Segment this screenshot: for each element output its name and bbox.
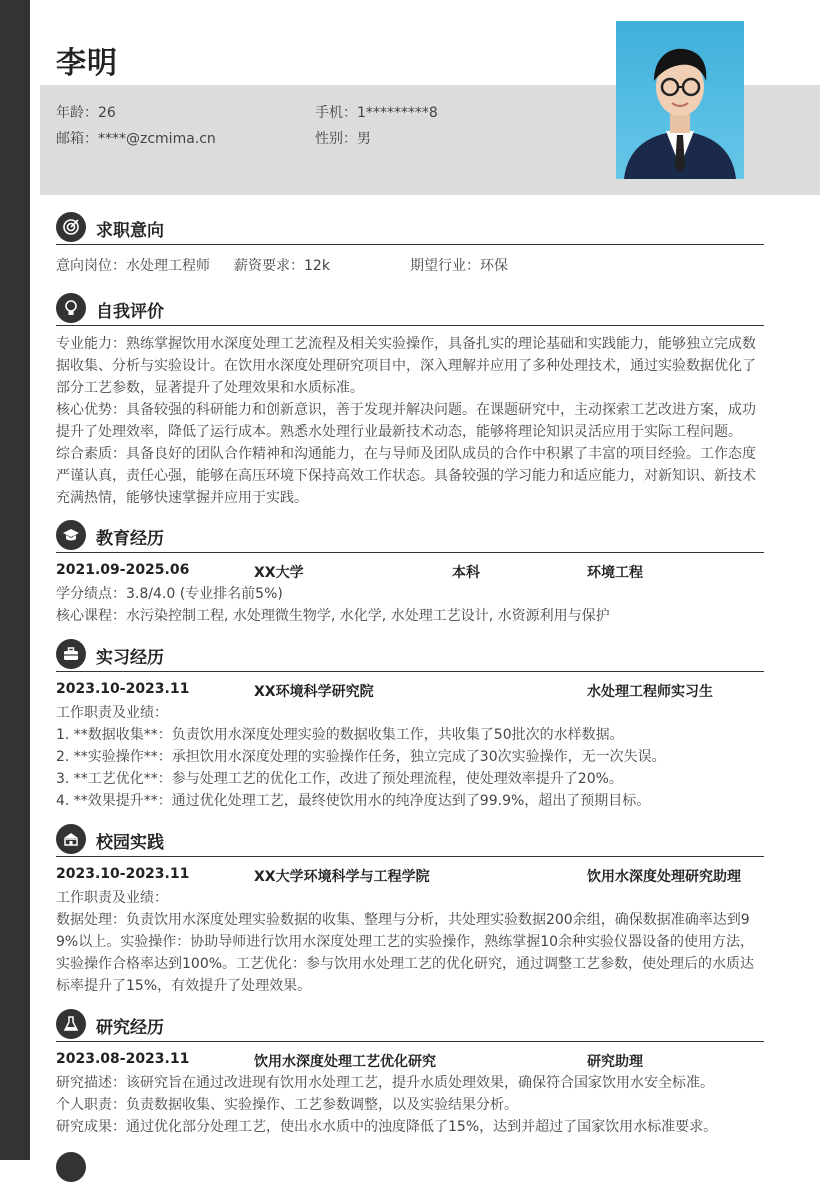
section-header: [56, 1009, 764, 1042]
section-header: [56, 639, 764, 672]
research-description: 研究描述：该研究旨在通过改进现有饮用水处理工艺，提升水质处理效果，确保符合国家饮用水安全标准。: [56, 1075, 714, 1091]
research-role: 研究助理: [587, 1054, 643, 1070]
section-title: 自我评价: [96, 302, 164, 322]
phone-field: 手机：1*********8: [315, 105, 438, 121]
education-school: XX大学: [254, 565, 304, 581]
gender-field: 性别：男: [315, 131, 371, 147]
research-result: 研究成果：通过优化部分处理工艺，使出水水质中的浊度降低了15%，达到并超过了国家饮用水标准要求。: [56, 1119, 718, 1135]
email-field: 邮箱：****@zcmima.cn: [56, 131, 216, 147]
education-courses: 核心课程：水污染控制工程, 水处理微生物学, 水化学, 水处理工艺设计, 水资源利用与保护: [56, 608, 610, 624]
campus-date: 2023.10-2023.11: [56, 866, 190, 882]
section-title: 研究经历: [96, 1018, 164, 1038]
education-major: 环境工程: [587, 565, 643, 581]
section-campus-practice: [56, 824, 764, 997]
research-date: 2023.08-2023.11: [56, 1051, 190, 1067]
section-header: [56, 824, 764, 857]
section-header: [56, 212, 764, 245]
section-internship: [56, 639, 764, 812]
flask-icon: [56, 1009, 86, 1039]
campus-description: 数据处理：负责饮用水深度处理实验数据的收集、整理与分析，共处理实验数据200余组，确保数据准确率达到99%以上。实验操作：协助导师进行饮用水深度处理工艺的实验操作，熟练掌握10余种实验仪器设备的使用方法，实验操作合格率达到100%。工艺优化：参与饮用水处理工艺的优化研究，通过调整工艺参数，使处理后的水质达标率提升了15%，有效提升了处理效果。: [56, 912, 755, 994]
candidate-name: 李明: [56, 46, 118, 81]
next-section-icon: [56, 1152, 86, 1182]
list-item: 4. **效果提升**：通过优化处理工艺，最终使饮用水的纯净度达到了99.9%，超出了预期目标。: [56, 793, 651, 809]
research-duty: 个人职责：负责数据收集、实验操作、工艺参数调整，以及实验结果分析。: [56, 1097, 518, 1113]
briefcase-icon: [56, 639, 86, 669]
section-self-evaluation: [56, 293, 764, 509]
education-degree: 本科: [452, 565, 480, 581]
section-title: 教育经历: [96, 529, 164, 549]
campus-role: 饮用水深度处理研究助理: [587, 869, 741, 885]
left-sidebar-bar: [0, 0, 30, 1160]
salary-expectation: 薪资要求：12k: [234, 258, 330, 274]
school-building-icon: [56, 824, 86, 854]
internship-org: XX环境科学研究院: [254, 684, 374, 700]
self-eval-qualities: 综合素质：具备良好的团队合作精神和沟通能力，在与导师及团队成员的合作中积累了丰富的项目经验。工作态度严谨认真，责任心强，能够在高压环境下保持高效工作状态。具备较强的学习能力和适应能力，对新知识、新技术充满热情，能够快速掌握并应用于实践。: [56, 446, 756, 506]
section-header: [56, 293, 764, 326]
section-job-intent: [56, 212, 764, 281]
age-field: 年龄：26: [56, 105, 116, 121]
section-title: 求职意向: [96, 221, 164, 241]
education-date: 2021.09-2025.06: [56, 562, 190, 578]
list-item: 3. **工艺优化**：参与处理工艺的优化工作，改进了预处理流程，使处理效率提升了20%。: [56, 771, 623, 787]
self-eval-strengths: 核心优势：具备较强的科研能力和创新意识，善于发现并解决问题。在课题研究中，主动探索工艺改进方案，成功提升了处理效率，降低了运行成本。熟悉水处理行业最新技术动态，能够将理论知识灵活应用于实际工程问题。: [56, 402, 756, 440]
campus-duty-label: 工作职责及业绩：: [56, 890, 168, 906]
section-education: [56, 520, 764, 627]
research-project: 饮用水深度处理工艺优化研究: [254, 1054, 436, 1070]
lightbulb-icon: [56, 293, 86, 323]
profile-photo: [616, 21, 744, 179]
target-icon: [56, 212, 86, 242]
internship-role: 水处理工程师实习生: [587, 684, 713, 700]
section-header: [56, 520, 764, 553]
desired-industry: 期望行业：环保: [410, 258, 508, 274]
graduation-cap-icon: [56, 520, 86, 550]
section-title: 校园实践: [96, 833, 164, 853]
self-eval-professional: 专业能力：熟练掌握饮用水深度处理工艺流程及相关实验操作，具备扎实的理论基础和实践能力，能够独立完成数据收集、分析与实验设计。在饮用水深度处理研究项目中，深入理解并应用了多种处理技术，通过实验数据优化了部分工艺参数，显著提升了处理效果和水质标准。: [56, 336, 756, 396]
internship-date: 2023.10-2023.11: [56, 681, 190, 697]
section-title: 实习经历: [96, 648, 164, 668]
internship-duty-label: 工作职责及业绩：: [56, 705, 168, 721]
campus-org: XX大学环境科学与工程学院: [254, 869, 430, 885]
list-item: 1. **数据收集**：负责饮用水深度处理实验的数据收集工作，共收集了50批次的水样数据。: [56, 727, 624, 743]
section-research: [56, 1009, 764, 1138]
education-gpa: 学分绩点：3.8/4.0 (专业排名前5%): [56, 586, 283, 602]
list-item: 2. **实验操作**：承担饮用水深度处理的实验操作任务，独立完成了30次实验操作，无一次失误。: [56, 749, 666, 765]
desired-position: 意向岗位：水处理工程师: [56, 258, 210, 274]
